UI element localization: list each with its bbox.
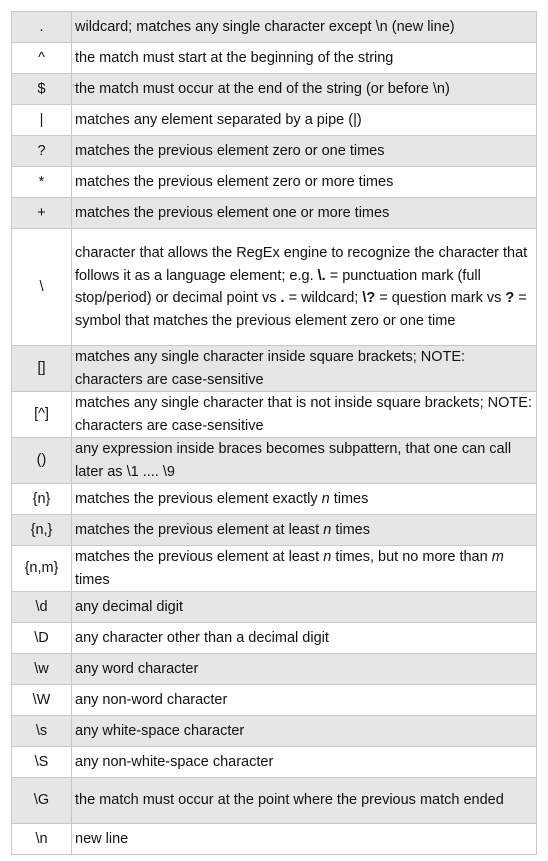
description-text: times bbox=[75, 571, 110, 588]
description-cell: the match must start at the beginning of the string bbox=[72, 43, 537, 74]
description-cell: any word character bbox=[72, 654, 537, 685]
description-text: matches the previous element at least bbox=[75, 549, 324, 565]
symbol-cell: * bbox=[12, 167, 72, 198]
symbol-cell: {n,} bbox=[12, 515, 72, 546]
description-text: times, but no more than bbox=[331, 549, 492, 565]
description-cell bbox=[72, 484, 537, 515]
description-text: matches the previous element at least bbox=[75, 521, 324, 538]
symbol-cell: \w bbox=[12, 654, 72, 685]
description-cell: any expression inside braces becomes subpattern, that one can call later as \1 .... \9 bbox=[72, 438, 537, 484]
table-row bbox=[12, 229, 537, 346]
symbol-cell: ^ bbox=[12, 43, 72, 74]
table-row bbox=[12, 654, 537, 685]
table-row bbox=[12, 515, 537, 546]
variable-n: n bbox=[323, 549, 332, 565]
description-text: times bbox=[331, 521, 370, 538]
period-text: . bbox=[280, 290, 285, 306]
description-cell bbox=[72, 515, 537, 546]
table-row bbox=[12, 392, 537, 438]
description-cell: matches the previous element one or more times bbox=[72, 198, 537, 229]
symbol-cell: [] bbox=[12, 346, 72, 392]
table-row bbox=[12, 484, 537, 515]
table-row bbox=[12, 74, 537, 105]
regex-reference-table bbox=[11, 11, 537, 855]
symbol-cell: \D bbox=[12, 623, 72, 654]
symbol-cell: $ bbox=[12, 74, 72, 105]
description-cell: matches any element separated by a pipe (|) bbox=[72, 105, 537, 136]
escaped-question-text: \? bbox=[362, 290, 376, 306]
description-text: times bbox=[329, 490, 369, 507]
symbol-cell: \d bbox=[12, 592, 72, 623]
description-cell: matches the previous element zero or one times bbox=[72, 136, 537, 167]
table-row bbox=[12, 136, 537, 167]
symbol-cell: \S bbox=[12, 747, 72, 778]
symbol-cell: \ bbox=[12, 229, 72, 346]
symbol-cell: \G bbox=[12, 778, 72, 824]
table-row bbox=[12, 198, 537, 229]
symbol-cell: () bbox=[12, 438, 72, 484]
table-row bbox=[12, 43, 537, 74]
table-row bbox=[12, 12, 537, 43]
description-cell: matches any single character inside square brackets; NOTE: characters are case-sensitive bbox=[72, 346, 537, 392]
description-cell bbox=[72, 229, 537, 346]
description-text: = punctuation mark (full stop/period) or decimal point vs bbox=[75, 267, 481, 306]
description-cell: the match must occur at the end of the string (or before \n) bbox=[72, 74, 537, 105]
table-row bbox=[12, 716, 537, 747]
description-text: = symbol that matches the previous element zero or one time bbox=[75, 290, 527, 329]
symbol-cell: {n} bbox=[12, 484, 72, 515]
description-cell: any decimal digit bbox=[72, 592, 537, 623]
table-row bbox=[12, 685, 537, 716]
description-text: = question mark vs bbox=[375, 290, 506, 306]
description-text: matches the previous element exactly bbox=[75, 490, 322, 507]
variable-m: m bbox=[491, 549, 504, 565]
description-cell: any white-space character bbox=[72, 716, 537, 747]
symbol-cell: . bbox=[12, 12, 72, 43]
variable-n: n bbox=[321, 490, 330, 507]
symbol-cell: \W bbox=[12, 685, 72, 716]
table-row bbox=[12, 346, 537, 392]
description-cell: matches any single character that is not inside square brackets; NOTE: characters are case-sensitive bbox=[72, 392, 537, 438]
description-cell: matches the previous element zero or more times bbox=[72, 167, 537, 198]
variable-n: n bbox=[323, 521, 332, 538]
symbol-cell: \n bbox=[12, 824, 72, 855]
symbol-cell: + bbox=[12, 198, 72, 229]
table-row bbox=[12, 623, 537, 654]
table-row bbox=[12, 546, 537, 592]
description-text: character that allows the RegEx engine to recognize the character that follows it as a language element; e.g. bbox=[75, 245, 528, 284]
question-text: ? bbox=[505, 290, 515, 306]
escaped-period-text: \. bbox=[317, 267, 326, 284]
description-text: = wildcard; bbox=[284, 290, 363, 306]
symbol-cell: {n,m} bbox=[12, 546, 72, 592]
symbol-cell: | bbox=[12, 105, 72, 136]
table-row bbox=[12, 778, 537, 824]
table-row bbox=[12, 747, 537, 778]
description-cell: any character other than a decimal digit bbox=[72, 623, 537, 654]
description-cell: the match must occur at the point where the previous match ended bbox=[72, 778, 537, 824]
table-row bbox=[12, 592, 537, 623]
description-cell: any non-white-space character bbox=[72, 747, 537, 778]
table-row bbox=[12, 167, 537, 198]
description-cell: any non-word character bbox=[72, 685, 537, 716]
description-cell: new line bbox=[72, 824, 537, 855]
symbol-cell: ? bbox=[12, 136, 72, 167]
description-cell: wildcard; matches any single character except \n (new line) bbox=[72, 12, 537, 43]
table-row bbox=[12, 105, 537, 136]
table-row bbox=[12, 438, 537, 484]
symbol-cell: \s bbox=[12, 716, 72, 747]
description-cell bbox=[72, 546, 537, 592]
symbol-cell: [^] bbox=[12, 392, 72, 438]
table-row bbox=[12, 824, 537, 855]
